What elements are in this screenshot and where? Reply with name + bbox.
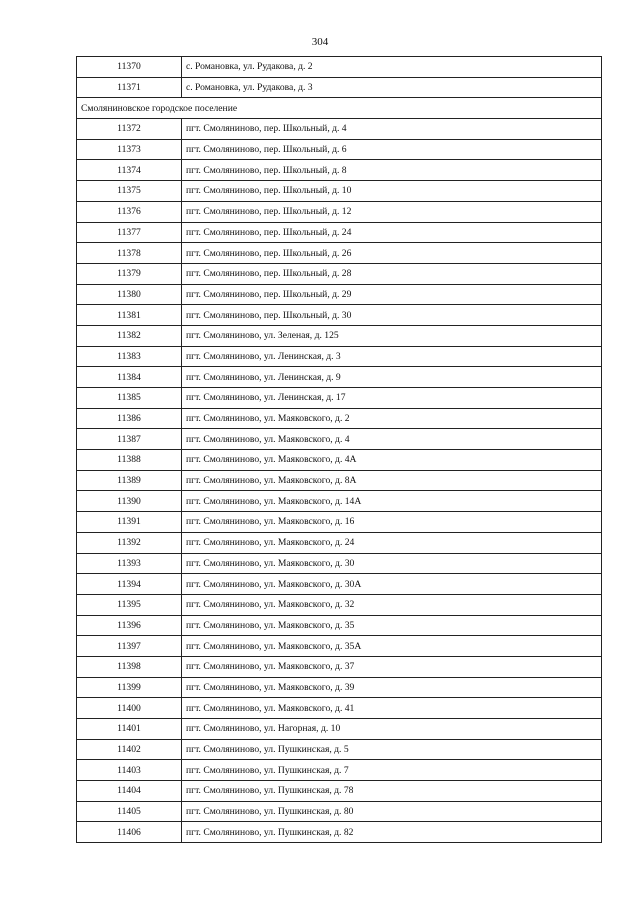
row-address: пгт. Смоляниново, ул. Маяковского, д. 41 — [182, 698, 602, 719]
row-number: 11397 — [77, 636, 182, 657]
table-row — [77, 284, 602, 305]
table-row — [77, 553, 602, 574]
table-row — [77, 243, 602, 264]
row-number: 11392 — [77, 532, 182, 553]
row-number: 11396 — [77, 615, 182, 636]
table-row — [77, 470, 602, 491]
row-number: 11370 — [77, 57, 182, 78]
row-address: пгт. Смоляниново, пер. Школьный, д. 12 — [182, 201, 602, 222]
row-address: пгт. Смоляниново, пер. Школьный, д. 10 — [182, 181, 602, 202]
address-table — [76, 56, 602, 843]
table-row — [77, 491, 602, 512]
row-address: пгт. Смоляниново, ул. Зеленая, д. 125 — [182, 325, 602, 346]
table-row — [77, 594, 602, 615]
table-row — [77, 698, 602, 719]
row-address: пгт. Смоляниново, пер. Школьный, д. 29 — [182, 284, 602, 305]
row-number: 11394 — [77, 574, 182, 595]
row-address: пгт. Смоляниново, ул. Ленинская, д. 3 — [182, 346, 602, 367]
row-address: пгт. Смоляниново, ул. Ленинская, д. 17 — [182, 388, 602, 409]
row-number: 11395 — [77, 594, 182, 615]
table-row — [77, 512, 602, 533]
row-number: 11376 — [77, 201, 182, 222]
table-row — [77, 719, 602, 740]
row-number: 11406 — [77, 822, 182, 843]
row-address: пгт. Смоляниново, ул. Маяковского, д. 2 — [182, 408, 602, 429]
row-address: пгт. Смоляниново, пер. Школьный, д. 8 — [182, 160, 602, 181]
row-number: 11373 — [77, 139, 182, 160]
row-number: 11374 — [77, 160, 182, 181]
row-number: 11389 — [77, 470, 182, 491]
table-row — [77, 77, 602, 98]
row-number: 11403 — [77, 760, 182, 781]
table-row — [77, 574, 602, 595]
row-number: 11404 — [77, 781, 182, 802]
table-row — [77, 429, 602, 450]
row-number: 11401 — [77, 719, 182, 740]
row-address: пгт. Смоляниново, ул. Маяковского, д. 30А — [182, 574, 602, 595]
row-number: 11398 — [77, 656, 182, 677]
row-address: пгт. Смоляниново, ул. Пушкинская, д. 78 — [182, 781, 602, 802]
row-number: 11371 — [77, 77, 182, 98]
table-row — [77, 388, 602, 409]
page-number: 304 — [311, 36, 329, 48]
table-row — [77, 263, 602, 284]
row-address: с. Романовка, ул. Рудакова, д. 2 — [182, 57, 602, 78]
row-number: 11387 — [77, 429, 182, 450]
row-number: 11385 — [77, 388, 182, 409]
row-address: пгт. Смоляниново, ул. Пушкинская, д. 80 — [182, 801, 602, 822]
row-address: пгт. Смоляниново, ул. Маяковского, д. 39 — [182, 677, 602, 698]
row-address: пгт. Смоляниново, ул. Маяковского, д. 14А — [182, 491, 602, 512]
row-address: пгт. Смоляниново, пер. Школьный, д. 6 — [182, 139, 602, 160]
row-address: пгт. Смоляниново, пер. Школьный, д. 28 — [182, 263, 602, 284]
row-number: 11391 — [77, 512, 182, 533]
table-row — [77, 801, 602, 822]
table-row — [77, 201, 602, 222]
table-row — [77, 677, 602, 698]
table-row — [77, 325, 602, 346]
row-address: пгт. Смоляниново, ул. Маяковского, д. 4 — [182, 429, 602, 450]
row-number: 11400 — [77, 698, 182, 719]
table-row — [77, 739, 602, 760]
row-number: 11386 — [77, 408, 182, 429]
table-row — [77, 139, 602, 160]
row-number: 11379 — [77, 263, 182, 284]
row-address: пгт. Смоляниново, ул. Пушкинская, д. 5 — [182, 739, 602, 760]
row-number: 11390 — [77, 491, 182, 512]
row-number: 11377 — [77, 222, 182, 243]
table-row — [77, 119, 602, 140]
row-address: пгт. Смоляниново, ул. Маяковского, д. 35 — [182, 615, 602, 636]
row-address: пгт. Смоляниново, ул. Маяковского, д. 16 — [182, 512, 602, 533]
address-table-body — [77, 57, 602, 843]
row-address: пгт. Смоляниново, ул. Маяковского, д. 8А — [182, 470, 602, 491]
row-address: пгт. Смоляниново, ул. Нагорная, д. 10 — [182, 719, 602, 740]
section-title: Смоляниновское городское поселение — [77, 98, 602, 119]
row-address: пгт. Смоляниново, ул. Маяковского, д. 4А — [182, 450, 602, 471]
table-row — [77, 57, 602, 78]
table-row — [77, 367, 602, 388]
table-row — [77, 615, 602, 636]
row-number: 11372 — [77, 119, 182, 140]
row-number: 11393 — [77, 553, 182, 574]
table-row — [77, 450, 602, 471]
table-row — [77, 160, 602, 181]
row-number: 11375 — [77, 181, 182, 202]
row-number: 11384 — [77, 367, 182, 388]
table-row — [77, 346, 602, 367]
row-address: пгт. Смоляниново, ул. Маяковского, д. 30 — [182, 553, 602, 574]
table-row — [77, 822, 602, 843]
table-row — [77, 222, 602, 243]
row-number: 11399 — [77, 677, 182, 698]
row-address: пгт. Смоляниново, ул. Пушкинская, д. 7 — [182, 760, 602, 781]
table-row — [77, 305, 602, 326]
section-row — [77, 98, 602, 119]
table-row — [77, 781, 602, 802]
row-address: пгт. Смоляниново, пер. Школьный, д. 26 — [182, 243, 602, 264]
row-address: пгт. Смоляниново, ул. Ленинская, д. 9 — [182, 367, 602, 388]
row-number: 11402 — [77, 739, 182, 760]
row-address: пгт. Смоляниново, пер. Школьный, д. 24 — [182, 222, 602, 243]
table-row — [77, 636, 602, 657]
row-number: 11378 — [77, 243, 182, 264]
row-number: 11382 — [77, 325, 182, 346]
table-row — [77, 408, 602, 429]
row-address: пгт. Смоляниново, пер. Школьный, д. 30 — [182, 305, 602, 326]
table-row — [77, 760, 602, 781]
row-address: пгт. Смоляниново, пер. Школьный, д. 4 — [182, 119, 602, 140]
table-row — [77, 532, 602, 553]
row-address: пгт. Смоляниново, ул. Маяковского, д. 35А — [182, 636, 602, 657]
table-row — [77, 181, 602, 202]
row-address: пгт. Смоляниново, ул. Маяковского, д. 24 — [182, 532, 602, 553]
row-number: 11383 — [77, 346, 182, 367]
row-number: 11381 — [77, 305, 182, 326]
table-row — [77, 656, 602, 677]
row-address: с. Романовка, ул. Рудакова, д. 3 — [182, 77, 602, 98]
row-address: пгт. Смоляниново, ул. Пушкинская, д. 82 — [182, 822, 602, 843]
row-address: пгт. Смоляниново, ул. Маяковского, д. 32 — [182, 594, 602, 615]
row-address: пгт. Смоляниново, ул. Маяковского, д. 37 — [182, 656, 602, 677]
row-number: 11388 — [77, 450, 182, 471]
row-number: 11380 — [77, 284, 182, 305]
row-number: 11405 — [77, 801, 182, 822]
